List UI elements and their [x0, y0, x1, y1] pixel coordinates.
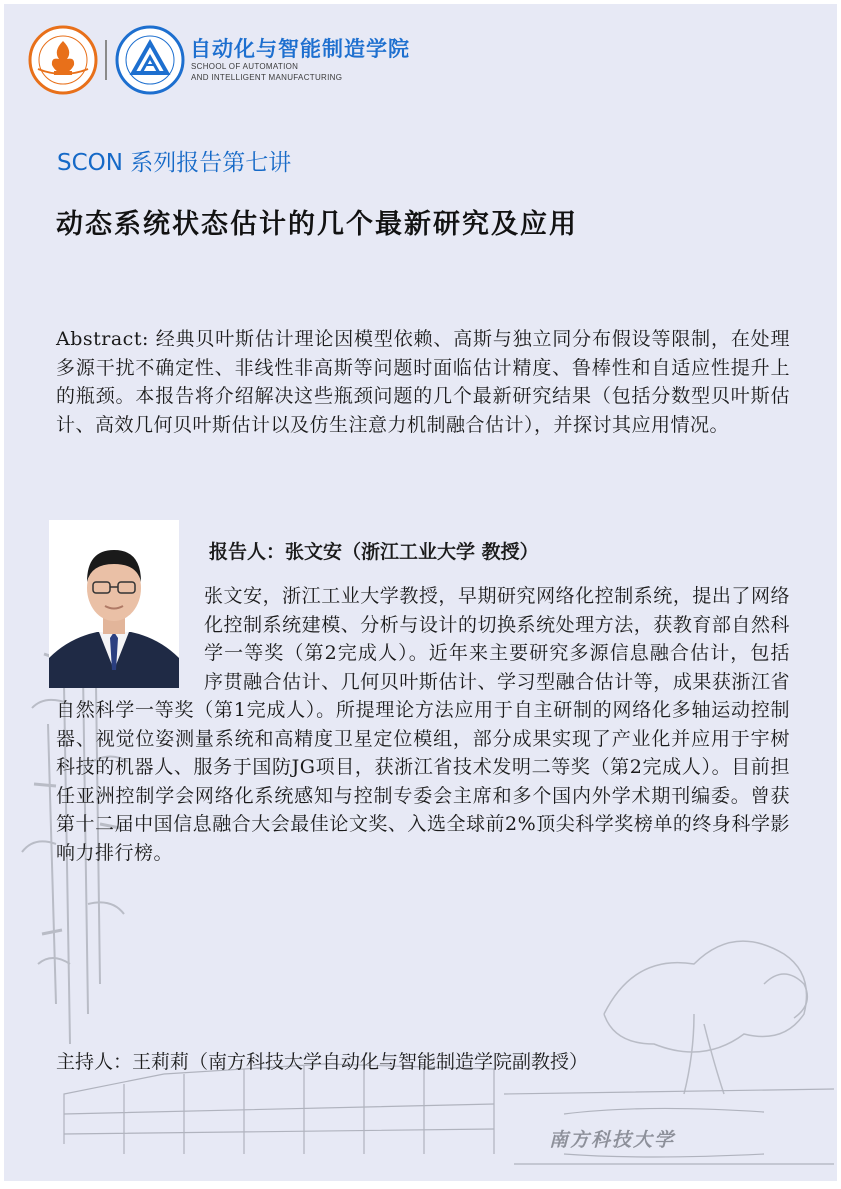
school-name-en: [191, 61, 342, 83]
footer-calligraphy-watermark: 南方科技大学: [549, 1129, 676, 1151]
abstract-text: Abstract: 经典贝叶斯估计理论因模型依赖、高斯与独立同分布假设等限制，在处理多源干扰不确定性、非线性非高斯等问题时面临估计精度、鲁棒性和自适应性提升上的瓶颈。本报告将介绍解决这些瓶颈问题的几个最新研究结果（包括分数型贝叶斯估计、高效几何贝叶斯估计以及仿生注意力机制融合估计），并探讨其应用情况。: [56, 328, 790, 436]
poster: [4, 4, 837, 1181]
series-title: SCON 系列报告第七讲: [57, 150, 292, 176]
school-name-cn: 自动化与智能制造学院: [190, 37, 410, 61]
building-sketch: [64, 1064, 834, 1164]
header-divider: [105, 40, 107, 80]
speaker-heading: 报告人：张文安（浙江工业大学 教授）: [209, 541, 539, 563]
school-logo: [115, 25, 185, 95]
tree-sketch: [604, 941, 807, 1094]
photo-wrap-spacer: [56, 582, 204, 696]
school-name-en-line1: SCHOOL OF AUTOMATION: [191, 62, 299, 71]
host-info: 主持人：王莉莉（南方科技大学自动化与智能制造学院副教授）: [56, 1051, 589, 1073]
speaker-bio: [56, 582, 790, 867]
talk-title: 动态系统状态估计的几个最新研究及应用: [56, 209, 578, 240]
speaker-bio-text: 张文安，浙江工业大学教授，早期研究网络化控制系统，提出了网络化控制系统建模、分析与设计的切换系统处理方法，获教育部自然科学一等奖（第2完成人）。近年来主要研究多源信息融合估计，包括序贯融合估计、几何贝叶斯估计、学习型融合估计等，成果获浙江省自然科学一等奖（第1完成人）。所提理论方法应用于自主研制的网络化多轴运动控制器、视觉位姿测量系统和高精度卫星定位模组，部分成果实现了产业化并应用于宇树科技的机器人、服务于国防JG项目，获浙江省技术发明二等奖（第2完成人）。目前担任亚洲控制学会网络化系统感知与控制专委会主席和多个国内外学术期刊编委。曾获第十二届中国信息融合大会最佳论文奖、入选全球前2%顶尖科学奖榜单的终身科学影响力排行榜。: [56, 585, 790, 864]
sustech-logo: [28, 25, 98, 95]
school-name-en-line2: AND INTELLIGENT MANUFACTURING: [191, 73, 343, 82]
